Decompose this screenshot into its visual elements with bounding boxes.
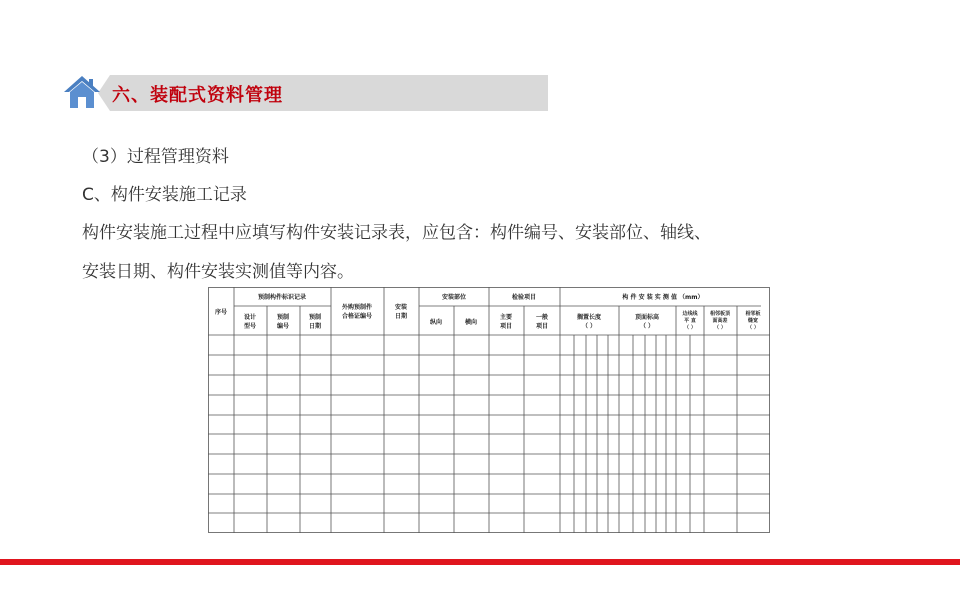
record-table-svg: [208, 287, 770, 533]
h-cert-1: 外购预制件: [341, 304, 373, 311]
h-adj-3: （ ）: [714, 325, 726, 331]
h-edge-2: 平 直: [684, 318, 696, 324]
h-main-2: 项目: [499, 323, 513, 330]
h-adj-2: 面高差: [712, 318, 728, 324]
h-long: 纵向: [429, 319, 443, 326]
h-group-prefab: 预制构件标识记录: [257, 294, 307, 301]
h-main-1: 主要: [499, 314, 513, 321]
h-trans: 横向: [464, 319, 478, 326]
paragraph-line-2: 安装日期、构件安装实测值等内容。: [82, 262, 354, 282]
h-bearing-1: 搁置长度: [576, 314, 602, 321]
h-adj-1: 相邻板顶: [709, 311, 731, 317]
h-design-no-1: 设计: [243, 314, 257, 321]
h-gap-2: 缝宽: [747, 318, 759, 324]
h-gap-3: （ ）: [747, 325, 759, 331]
paragraph-line-1: 构件安装施工过程中应填写构件安装记录表，应包含：构件编号、安装部位、轴线、: [82, 223, 711, 243]
h-top-1: 顶面标高: [634, 314, 660, 321]
h-prefab-no-1: 预制: [276, 314, 290, 321]
installation-record-table: [208, 287, 770, 533]
h-edge-3: （ ）: [684, 325, 696, 331]
h-seq: 序号: [214, 309, 228, 316]
h-group-inspect: 检验项目: [511, 294, 537, 301]
h-install-date-2: 日期: [394, 313, 408, 320]
h-install-date-1: 安装: [394, 304, 408, 311]
h-prefab-date-2: 日期: [308, 323, 322, 330]
h-cert-2: 合格证编号: [341, 313, 373, 320]
h-edge-1: 边线线: [682, 311, 698, 317]
h-top-2: （ ）: [639, 323, 655, 330]
h-prefab-no-2: 编号: [276, 323, 290, 330]
h-bearing-2: （ ）: [581, 323, 597, 330]
h-gap-1: 相邻板: [745, 311, 761, 317]
page-title: 六、装配式资料管理: [112, 85, 283, 106]
section-heading: C、构件安装施工记录: [82, 185, 247, 205]
h-group-measure: 构 件 安 装 实 测 值 （mm）: [622, 294, 704, 301]
h-prefab-date-1: 预制: [308, 314, 322, 321]
h-group-location: 安装部位: [441, 294, 467, 301]
footer-accent-bar: [0, 559, 960, 565]
h-general-1: 一般: [535, 314, 549, 321]
home-icon: [62, 74, 102, 110]
subheading: （3）过程管理资料: [82, 147, 229, 167]
h-general-2: 项目: [535, 323, 549, 330]
h-design-no-2: 型号: [243, 323, 257, 330]
